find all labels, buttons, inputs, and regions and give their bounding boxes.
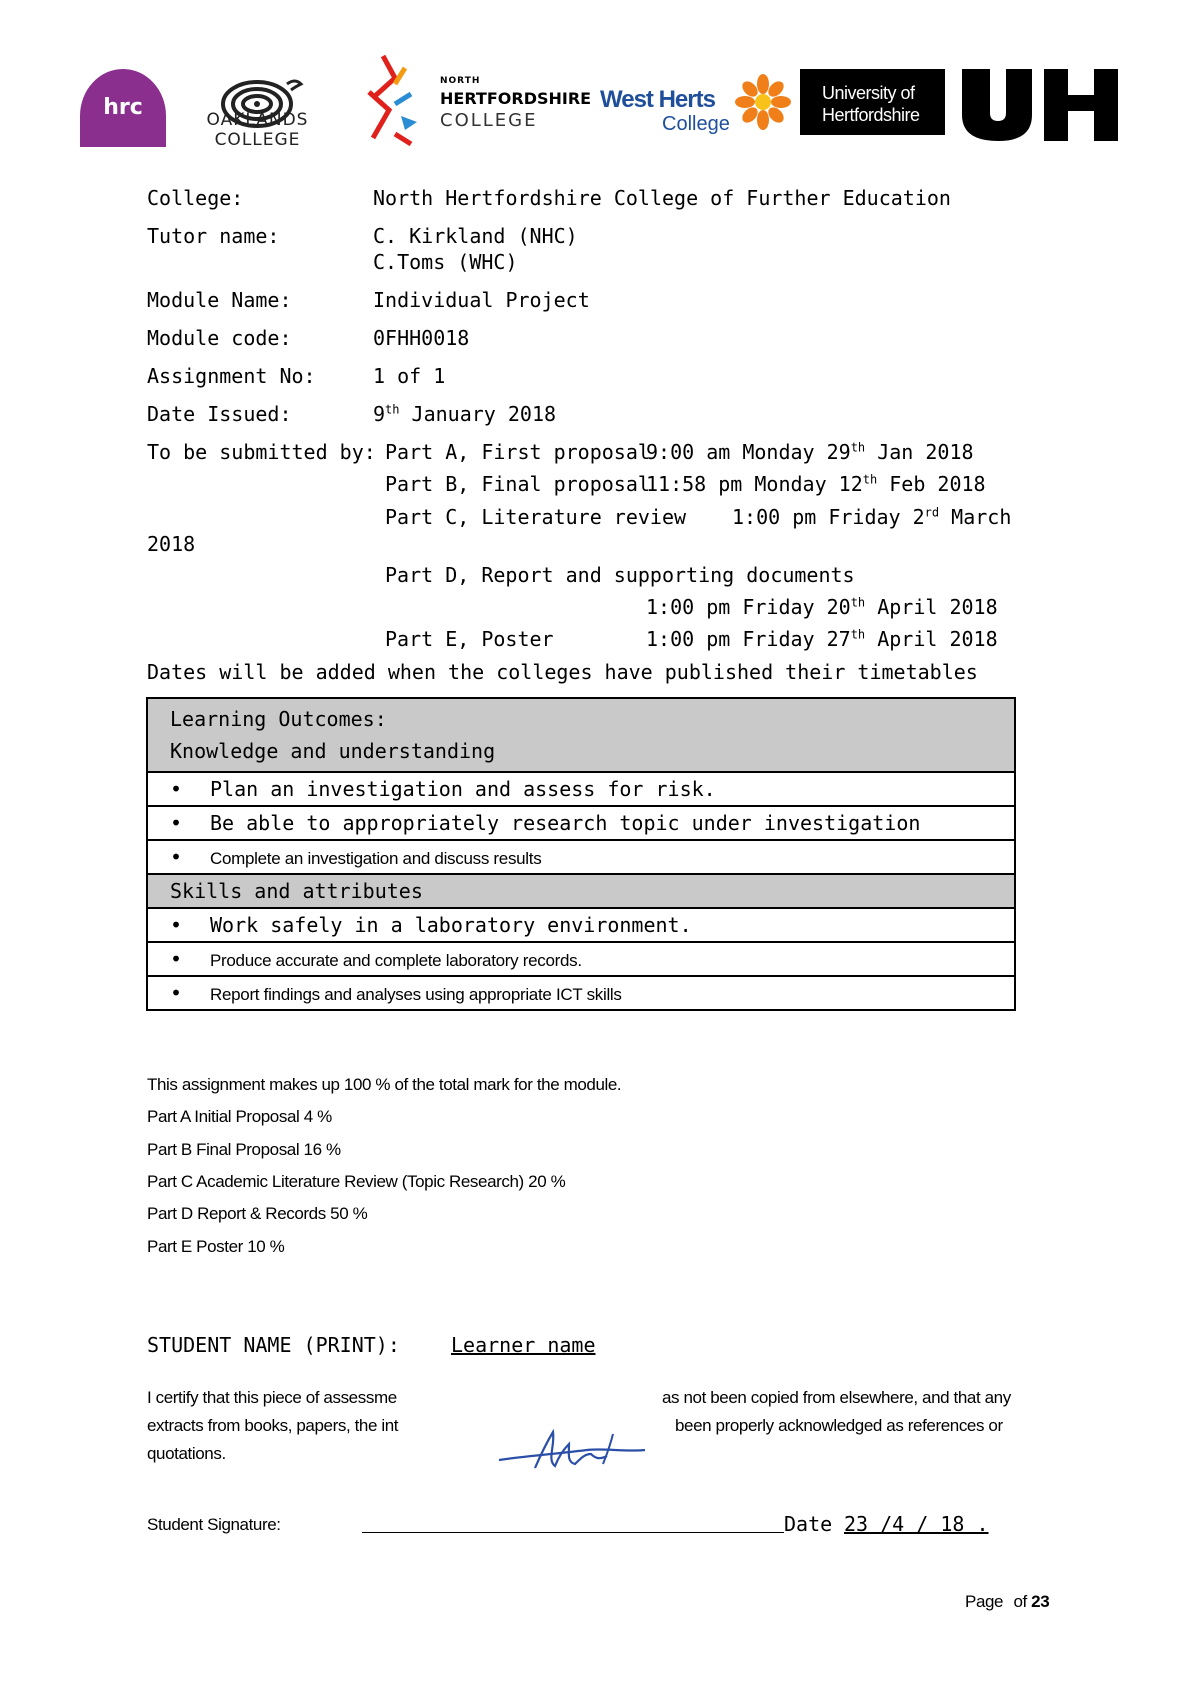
dates-note: Dates will be added when the colleges have published their timetables xyxy=(147,660,978,684)
page-footer xyxy=(965,1592,1049,1612)
west-herts-college-logo xyxy=(600,68,800,148)
oaklands-logo-text: OAKLANDS COLLEGE xyxy=(206,110,309,150)
college-value: North Hertfordshire College of Further Education xyxy=(373,186,951,210)
part-d-date: 1:00 pm Friday 20th April 2018 xyxy=(646,595,998,619)
part-a-date: 9:00 am Monday 29th Jan 2018 xyxy=(646,440,974,464)
outcome-row xyxy=(147,772,1015,806)
outcome-s3: Report findings and analyses using appropriate ICT skills xyxy=(210,985,622,1004)
certify-line-1a: I certify that this piece of assessme xyxy=(147,1388,397,1407)
part-e-label: Part E, Poster xyxy=(385,627,554,651)
skills-header: Skills and attributes xyxy=(170,879,423,903)
outcome-row xyxy=(147,908,1015,942)
weighting-part-c: Part C Academic Literature Review (Topic Research) 20 % xyxy=(147,1172,566,1191)
uh-wordmark-box xyxy=(800,69,945,135)
signature-line[interactable] xyxy=(362,1532,784,1533)
module-name-value: Individual Project xyxy=(373,288,590,312)
outcome-k1: Plan an investigation and assess for risk. xyxy=(210,777,716,801)
weighting-part-a: Part A Initial Proposal 4 % xyxy=(147,1107,332,1126)
weighting-part-e: Part E Poster 10 % xyxy=(147,1237,285,1256)
part-c-label: Part C, Literature review xyxy=(385,505,687,529)
outcome-s1: Work safely in a laboratory environment. xyxy=(210,913,692,937)
assignment-value: 1 of 1 xyxy=(373,364,446,388)
outcome-k2: Be able to appropriately research topic under investigation xyxy=(210,811,921,835)
student-signature-label: Student Signature: xyxy=(147,1515,281,1534)
assignment-label: Assignment No: xyxy=(147,364,316,388)
tutor-value-2: C.Toms (WHC) xyxy=(373,250,518,274)
hrc-logo-text: hrc xyxy=(103,95,143,120)
page-of-label: of xyxy=(1013,1592,1027,1611)
uh-logo-line1: University of xyxy=(822,83,915,103)
part-a-label: Part A, First proposal xyxy=(385,440,650,464)
college-label: College: xyxy=(147,186,244,210)
date-label: Date xyxy=(784,1512,833,1536)
tutor-value-1: C. Kirkland (NHC) xyxy=(373,224,578,248)
page-total: 23 xyxy=(1031,1592,1050,1611)
knowledge-header: Knowledge and understanding xyxy=(170,739,496,763)
date-value: 23 /4 / 18 . xyxy=(844,1512,989,1536)
tutor-label: Tutor name: xyxy=(147,224,280,248)
bullet-icon: • xyxy=(170,947,183,971)
certify-line-3: quotations. xyxy=(147,1444,226,1463)
certify-line-2b: been properly acknowledged as references or xyxy=(675,1416,1003,1435)
north-herts-college-logo xyxy=(365,48,595,148)
student-name-label: STUDENT NAME (PRINT): xyxy=(147,1333,400,1357)
date-issued-label: Date Issued: xyxy=(147,402,292,426)
university-of-hertfordshire-logo xyxy=(800,69,1120,141)
outcome-row xyxy=(147,840,1015,874)
oaklands-college-logo xyxy=(165,72,350,150)
bullet-icon: • xyxy=(170,811,183,835)
page-label: Page xyxy=(965,1592,1004,1611)
module-name-label: Module Name: xyxy=(147,288,292,312)
logo-band xyxy=(80,60,1120,150)
nhc-logo-name: HERTFORDSHIRE xyxy=(440,89,592,108)
bullet-icon: • xyxy=(170,981,183,1005)
module-code-value: 0FHH0018 xyxy=(373,326,470,350)
submitted-by-label: To be submitted by: xyxy=(147,440,376,464)
part-b-date: 11:58 pm Monday 12th Feb 2018 xyxy=(646,472,986,496)
part-b-label: Part B, Final proposal xyxy=(385,472,650,496)
uh-logo-line2: Hertfordshire xyxy=(822,105,920,125)
weighting-part-b: Part B Final Proposal 16 % xyxy=(147,1140,341,1159)
part-c-date: 1:00 pm Friday 2rd March xyxy=(732,505,1012,529)
bullet-icon: • xyxy=(170,777,183,801)
outcome-row xyxy=(147,976,1015,1010)
whc-logo-line1: West Herts xyxy=(600,86,715,113)
date-issued-value: 9th January 2018 xyxy=(373,402,557,426)
skills-header-row xyxy=(147,874,1015,908)
outcomes-header-title: Learning Outcomes: xyxy=(170,707,387,731)
certify-line-1b: as not been copied from elsewhere, and that any xyxy=(662,1388,1011,1407)
bullet-icon: • xyxy=(170,913,183,937)
weighting-intro: This assignment makes up 100 % of the total mark for the module. xyxy=(147,1075,622,1094)
part-d-label: Part D, Report and supporting documents xyxy=(385,563,855,587)
module-code-label: Module code: xyxy=(147,326,292,350)
student-name-value: Learner name xyxy=(451,1333,596,1357)
nhc-logo-college: COLLEGE xyxy=(440,110,538,131)
part-e-date: 1:00 pm Friday 27th April 2018 xyxy=(646,627,998,651)
outcome-s2: Produce accurate and complete laboratory records. xyxy=(210,951,582,970)
certify-line-2a: extracts from books, papers, the int xyxy=(147,1416,399,1435)
learning-outcomes-table xyxy=(146,697,1016,1011)
hrc-logo xyxy=(80,69,166,147)
whc-flower-icon xyxy=(735,74,791,130)
outcome-k3: Complete an investigation and discuss results xyxy=(210,849,542,868)
nhc-arrows-icon xyxy=(365,48,440,148)
bullet-icon: • xyxy=(170,845,183,869)
handwritten-signature xyxy=(495,1420,665,1480)
nhc-logo-small: NORTH xyxy=(440,76,481,86)
outcome-row xyxy=(147,942,1015,976)
outcome-row xyxy=(147,806,1015,840)
whc-logo-line2: College xyxy=(662,113,730,135)
part-c-year: 2018 xyxy=(147,532,196,556)
outcomes-header-row xyxy=(147,698,1015,772)
weighting-part-d: Part D Report & Records 50 % xyxy=(147,1204,368,1223)
uh-monogram-icon xyxy=(958,69,1120,141)
